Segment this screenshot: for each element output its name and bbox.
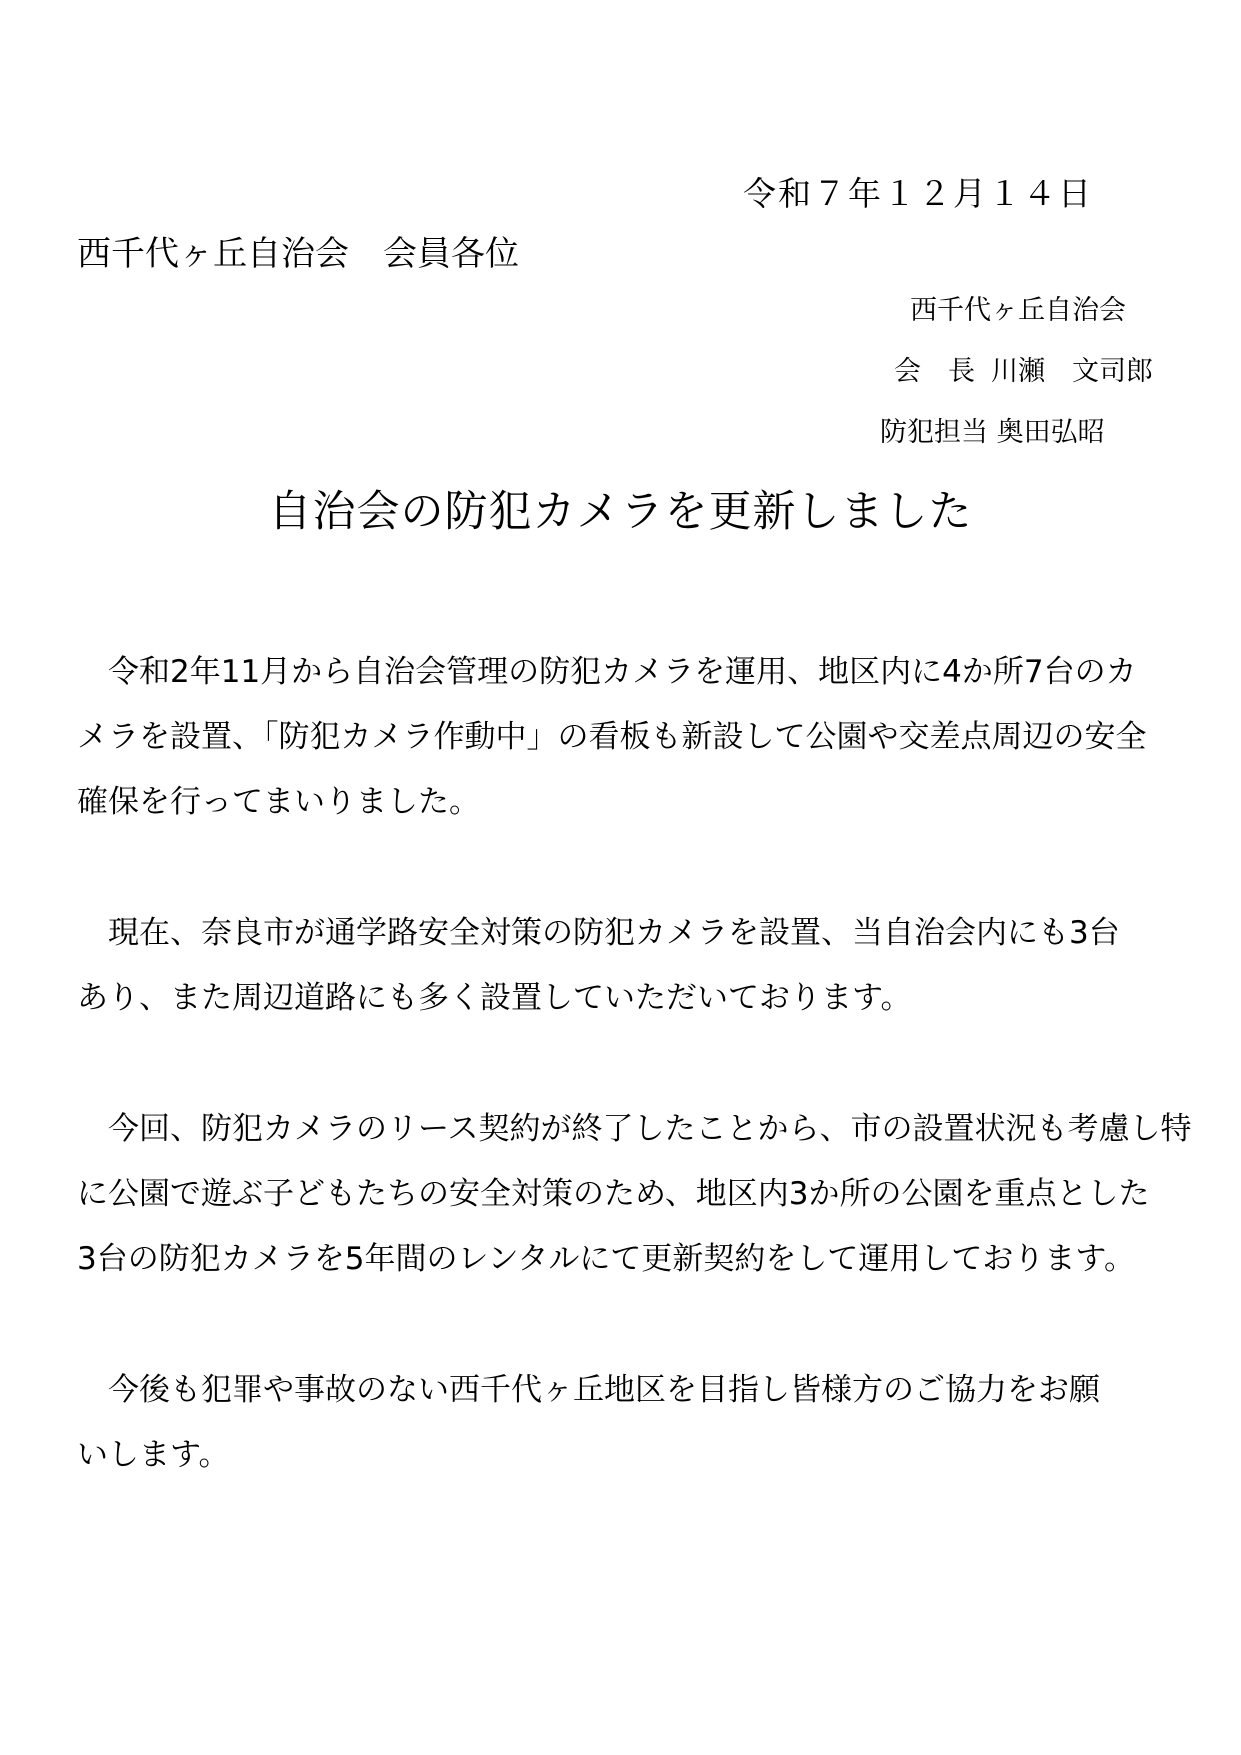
president-title: 会 長: [894, 356, 975, 387]
paragraph-line: に公園で遊ぶ子どもたちの安全対策のため、地区内3か所の公園を重点とした: [77, 1176, 1150, 1212]
paragraph: [77, 1107, 1192, 1302]
security-name: 奥田弘昭: [996, 417, 1105, 448]
sender-block: [880, 288, 1153, 471]
notice-body: [77, 650, 1192, 1564]
security-title: 防犯担当: [880, 417, 988, 448]
paragraph-line: あり、また周辺道路にも多く設置していただいております。: [77, 980, 912, 1016]
paragraph-line: 令和2年11月から自治会管理の防犯カメラを運用、地区内に4か所7台のカ: [77, 654, 1137, 690]
document-date: 令和７年１２月１４日: [743, 174, 1093, 213]
paragraph-line: 今後も犯罪や事故のない西千代ヶ丘地区を目指し皆様方のご協力をお願: [77, 1372, 1100, 1408]
recipient-line: 西千代ヶ丘自治会 会員各位: [77, 234, 519, 274]
notice-title: 自治会の防犯カメラを更新しました: [268, 487, 973, 537]
paragraph-line: 現在、奈良市が通学路安全対策の防犯カメラを設置、当自治会内にも3台: [77, 915, 1120, 951]
paragraph-line: いします。: [77, 1437, 230, 1473]
paragraph: [77, 911, 1167, 1041]
paragraph-line: 今回、防犯カメラのリース契約が終了したことから、市の設置状況も考慮し特: [77, 1111, 1192, 1147]
paragraph-line: 3台の防犯カメラを5年間のレンタルにて更新契約をして運用しております。: [77, 1241, 1135, 1277]
sender-president: [880, 349, 1153, 410]
sender-organization: 西千代ヶ丘自治会: [910, 295, 1126, 326]
president-name: 川瀬 文司郎: [991, 356, 1153, 387]
sender-security-officer: [880, 410, 1140, 471]
paragraph-line: 確保を行ってまいりました。: [77, 784, 480, 820]
paragraph: [77, 650, 1167, 845]
paragraph-line: メラを設置、「防犯カメラ作動中」の看板も新設して公園や交差点周辺の安全: [77, 719, 1147, 755]
paragraph: [77, 1368, 1167, 1498]
